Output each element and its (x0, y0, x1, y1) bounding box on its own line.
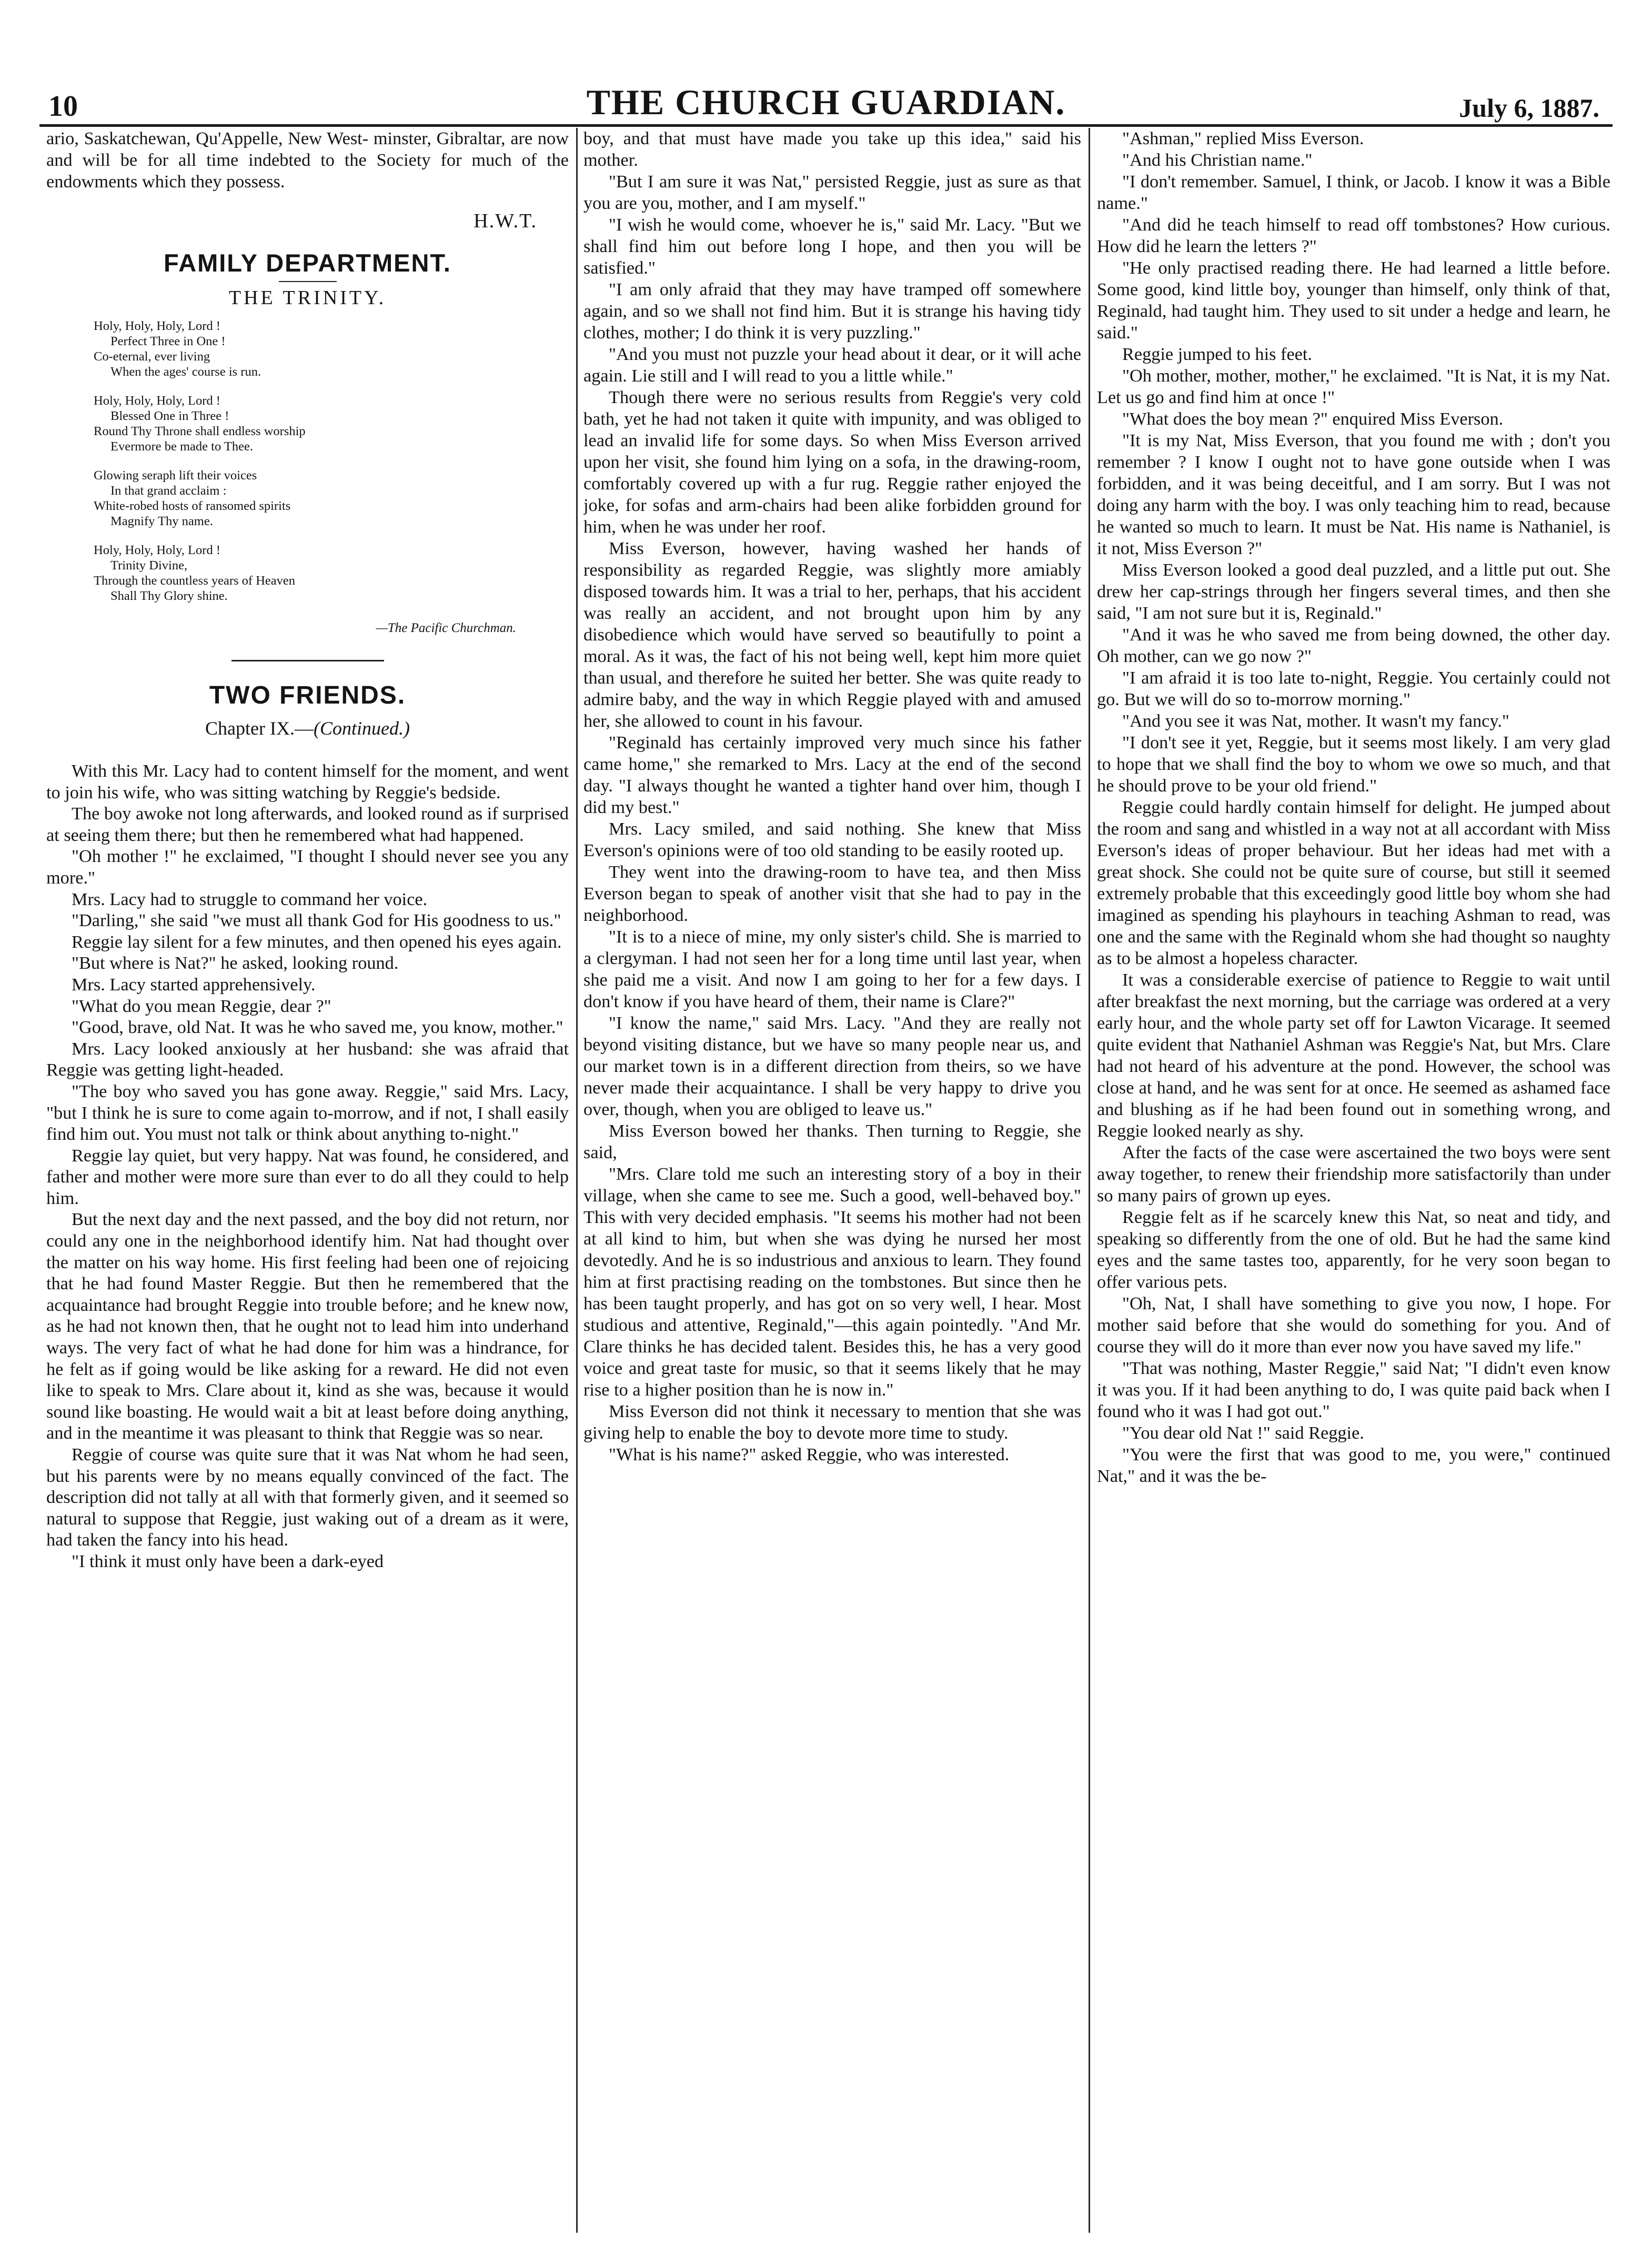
poem-stanza: Glowing seraph lift their voices In that grand acclaim : White-robed hosts of ransomed spirits Magnify Thy name. (94, 468, 291, 528)
article-continuation: ario, Saskatchewan, Qu'Appelle, New West- minster, Gibraltar, are now and will be for all time indebted to the Society for much of the endowments which they possess. (46, 128, 569, 192)
paragraph: "Mrs. Clare told me such an interesting story of a boy in their village, when she came to see me. Such a good, well-behaved boy." This with very decided emphasis. "It seems his mother had not been at all kind to him, but when she was dying he nursed her most devotedly. And he is so industrious and anxious to learn. They found him at first practising reading on the tombstones. But since then he has been taught properly, and has got on so very well, I hear. Most studious and attentive, Reginald,"—this again pointedly. "And Mr. Clare thinks he has decided talent. Besides this, he has a very good voice and great taste for music, so that it seems likely that he may rise to a higher position than he is now in." (583, 1164, 1081, 1400)
paragraph: Reggie of course was quite sure that it was Nat whom he had seen, but his parents were by no means equally convinced of the fact. The description did not tally at all with that formerly given, and it seemed so natural to suppose that Reggie, just waking out of a dream as it were, had taken the fancy into his head. (46, 1444, 569, 1550)
paragraph: "But where is Nat?" he asked, looking round. (72, 953, 399, 974)
paragraph: "That was nothing, Master Reggie," said Nat; "I didn't even know it was you. If it had been anything to do, I was quite paid back when I found who it was I had got out." (1097, 1358, 1610, 1421)
page-number: 10 (48, 90, 78, 123)
paragraph: Mrs. Lacy started apprehensively. (72, 974, 316, 995)
paragraph: Mrs. Lacy looked anxiously at her husband: she was afraid that Reggie was getting light-headed. (46, 1038, 569, 1080)
paragraph: "I wish he would come, whoever he is," said Mr. Lacy. "But we shall find him out before long I hope, and then you will be satisfied." (583, 215, 1081, 278)
paragraph: Mrs. Lacy had to struggle to command her voice. (72, 889, 428, 909)
paragraph: "I know the name," said Mrs. Lacy. "And they are really not beyond visiting distance, but we have so many people near us, and our market town is in a different direction from theirs, so we have never made their acquaintance. I shall be very happy to drive you over, though, when you are obliged to leave us." (583, 1013, 1081, 1119)
paragraph: boy, and that must have made you take up this idea," said his mother. (583, 128, 1081, 170)
poem-stanza: Holy, Holy, Holy, Lord ! Trinity Divine, Through the countless years of Heaven Shall Thy Glory shine. (94, 543, 296, 603)
section-separator (231, 660, 384, 661)
paragraph: Miss Everson, however, having washed her hands of responsibility as regarded Reggie, was slightly more amiably disposed towards him. It was a trial to her, perhaps, that his accident was really an accident, and not brought upon him by any disobedience which would have served so beautifully to point a moral. As it was, the fact of his not being well, kept him more quiet than usual, and therefore he suited her better. She was quite ready to admire baby, and the way in which Reggie played with and amused her, she allowed to count in his favour. (583, 538, 1081, 731)
paragraph: After the facts of the case were ascertained the two boys were sent away together, to renew their friendship more satisfactorily than under so many pairs of grown up eyes. (1097, 1142, 1610, 1206)
issue-date: July 6, 1887. (1459, 93, 1599, 123)
paragraph: But the next day and the next passed, and the boy did not return, nor could any one in the neighborhood identify him. Nat had thought over the matter on his way home. His first feeling had been one of rejoicing that he had found Master Reggie. But then he remembered that the acquaintance had brought Reggie into trouble before; and he knew now, as he had not known then, that he ought not to lead him into underhand ways. The very fact of what he had done for him was a hindrance, for he felt as if going would be like asking for a reward. He did not even like to speak to Mrs. Clare about it, kind as she was, because it would sound like boasting. He would wait a bit at least before doing anything, and in the meantime it was pleasant to think that Reggie was so near. (46, 1209, 569, 1443)
paragraph: "But I am sure it was Nat," persisted Reggie, just as sure as that you are you, mother, and I am myself." (583, 172, 1081, 213)
paragraph: Miss Everson did not think it necessary to mention that she was giving help to enable the boy to devote more time to study. (583, 1401, 1081, 1443)
paragraph: They went into the drawing-room to have tea, and then Miss Everson began to speak of another visit that she had to pay in the neighborhood. (583, 862, 1081, 925)
paper-title: THE CHURCH GUARDIAN. (586, 82, 1066, 122)
heading-rule (279, 281, 337, 282)
masthead-rule (39, 124, 1613, 127)
paragraph: "I don't remember. Samuel, I think, or Jacob. I know it was a Bible name." (1097, 172, 1610, 213)
paragraph: "And it was he who saved me from being downed, the other day. Oh mother, can we go now ?" (1097, 625, 1610, 666)
paragraph: "Oh mother, mother, mother," he exclaimed. "It is Nat, it is my Nat. Let us go and find him at once !" (1097, 366, 1610, 407)
paragraph: "It is to a niece of mine, my only sister's child. She is married to a clergyman. I had not seen her for a long time until last year, when she paid me a visit. And now I am going to her for a few days. I don't know if you have heard of them, their name is Clare?" (583, 927, 1081, 1011)
paragraph: "I am only afraid that they may have tramped off somewhere again, and so we shall not find him. But it is strange his having tidy clothes, mother; I do think it is very puzzling." (583, 279, 1081, 343)
poem-title: THE TRINITY. (228, 287, 387, 309)
paragraph: Reggie felt as if he scarcely knew this Nat, so neat and tidy, and speaking so differently from the one of old. But he had the same kind eyes and the same tastes too, apparently, for he very soon began to offer various pets. (1097, 1207, 1610, 1292)
paragraph: "Reginald has certainly improved very much since his father came home," she remarked to Mrs. Lacy at the end of the second day. "I always thought he wanted a tighter hand over him, though I did my best." (583, 732, 1081, 817)
paragraph: Mrs. Lacy smiled, and said nothing. She knew that Miss Everson's opinions were of too old standing to be easily rooted up. (583, 819, 1081, 860)
paragraph: "You were the first that was good to me, you were," continued Nat," and it was the be- (1097, 1444, 1610, 1486)
paragraph: "And you must not puzzle your head about it dear, or it will ache again. Lie still and I will read to you a little while." (583, 344, 1081, 386)
paragraph: "Oh mother !" he exclaimed, "I thought I should never see you any more." (46, 846, 569, 888)
paragraph: "I think it must only have been a dark-eyed (72, 1551, 384, 1571)
column-3 (1097, 128, 1610, 2233)
paragraph: Though there were no serious results from Reggie's very cold bath, yet he had not taken it quite with impunity, and was obliged to lead an invalid life for some days. So when Miss Everson arrived upon her visit, she found him lying on a sofa, in the drawing-room, comfortably covered up with a fur rug. Reggie rather enjoyed the joke, for sofas and arm-chairs had been alike forbidden ground for him, when he was under her roof. (583, 387, 1081, 537)
story-text (46, 760, 569, 1572)
paragraph: Reggie jumped to his feet. (1122, 344, 1312, 364)
column-1 (46, 128, 569, 2227)
section-heading: FAMILY DEPARTMENT. (164, 249, 451, 277)
paragraph: "What do you mean Reggie, dear ?" (72, 996, 331, 1016)
paragraph: Miss Everson bowed her thanks. Then turning to Reggie, she said, (583, 1121, 1081, 1162)
poem-stanza: Holy, Holy, Holy, Lord ! Perfect Three in One ! Co-eternal, ever living When the ages' course is run. (94, 319, 261, 379)
chapter-heading: Chapter IX.—(Continued.) (205, 718, 410, 739)
column-divider (576, 128, 578, 2233)
paragraph: It was a considerable exercise of patience to Reggie to wait until after breakfast the next morning, but the carriage was ordered at a very early hour, and the whole party set off for Lawton Vicarage. It seemed quite evident that Nathaniel Ashman was Reggie's Nat, but Mrs. Clare had not heard of his adventure at the pond. However, the school was close at hand, and he was sent for at once. He seemed as ashamed face and blushing as if he had been found out in something wrong, and Reggie looked nearly as shy. (1097, 970, 1610, 1141)
paragraph: "And did he teach himself to read off tombstones? How curious. How did he learn the letters ?" (1097, 215, 1610, 256)
poem-credit: —The Pacific Churchman. (376, 621, 516, 635)
paragraph: With this Mr. Lacy had to content himself for the moment, and went to join his wife, who was sitting watching by Reggie's bedside. (46, 761, 569, 802)
paragraph: "Darling," she said "we must all thank God for His goodness to us." (72, 910, 561, 931)
column-divider (1089, 128, 1090, 2233)
paragraph: "You dear old Nat !" said Reggie. (1122, 1423, 1364, 1443)
paragraph: "The boy who saved you has gone away. Reggie," said Mrs. Lacy, "but I think he is sure to come again to-morrow, and if not, I shall easily find him out. You must not talk or think about anything to-night." (46, 1081, 569, 1145)
paragraph: "What is his name?" asked Reggie, who was interested. (609, 1444, 1010, 1464)
column-2 (583, 128, 1081, 2233)
paragraph: Miss Everson looked a good deal puzzled, and a little put out. She drew her cap-strings through her fingers several times, and then she said, "I am not sure but it is, Reginald." (1097, 560, 1610, 623)
paragraph: "He only practised reading there. He had learned a little before. Some good, kind little boy, younger than himself, only think of that, Reginald, had taught him. They used to sit under a hedge and learn, he said." (1097, 258, 1610, 343)
paragraph: Reggie lay quiet, but very happy. Nat was found, he considered, and father and mother were more sure than ever to do all they could to help him. (46, 1145, 569, 1208)
paragraph: "Oh, Nat, I shall have something to give you now, I hope. For mother said before that she would do something for you. And of course they will do it more than ever now you have saved my life." (1097, 1293, 1610, 1357)
paragraph: "And you see it was Nat, mother. It wasn't my fancy." (1122, 711, 1509, 731)
paragraph: Reggie lay silent for a few minutes, and then opened his eyes again. (72, 931, 562, 952)
masthead (37, 79, 1615, 123)
paragraph: "I am afraid it is too late to-night, Reggie. You certainly could not go. But we will do so to-morrow morning." (1097, 668, 1610, 709)
paragraph: Reggie could hardly contain himself for delight. He jumped about the room and sang and whistled in a way not at all accordant with Miss Everson's ideas of proper behaviour. But her ideas had met with a great shock. She could not be quite sure of course, but still it seemed extremely probable that this exceedingly good little boy whom she had imagined as spending his playhours in teaching Ashman to read, was one and the same with the Reginald whom she had thought so naughty as to be almost a hopeless character. (1097, 797, 1610, 968)
paragraph: "Ashman," replied Miss Everson. (1122, 128, 1364, 148)
paragraph: "It is my Nat, Miss Everson, that you found me with ; don't you remember ? I know I ought not to have gone outside when I was forbidden, and it was being deceitful, and I am sorry. But I was not doing any harm with the boy. I was only teaching him to read, because he wanted so much to learn. It must be Nat. His name is Nathaniel, is it not, Miss Everson ?" (1097, 430, 1610, 558)
story-title: TWO FRIENDS. (209, 681, 406, 709)
paragraph: "What does the boy mean ?" enquired Miss Everson. (1122, 409, 1504, 429)
paragraph: "I don't see it yet, Reggie, but it seems most likely. I am very glad to hope that we shall find the boy to whom we owe so much, and that he should prove to be your old friend." (1097, 732, 1610, 796)
paragraph: "Good, brave, old Nat. It was he who saved me, you know, mother." (72, 1017, 563, 1038)
paragraph: "And his Christian name." (1122, 150, 1313, 170)
paragraph: The boy awoke not long afterwards, and looked round as if surprised at seeing them there; but then he remembered what had happened. (46, 804, 569, 845)
article-signature: H.W.T. (474, 210, 537, 232)
poem-stanza: Holy, Holy, Holy, Lord ! Blessed One in Three ! Round Thy Throne shall endless worship Evermore be made to Thee. (94, 394, 306, 454)
